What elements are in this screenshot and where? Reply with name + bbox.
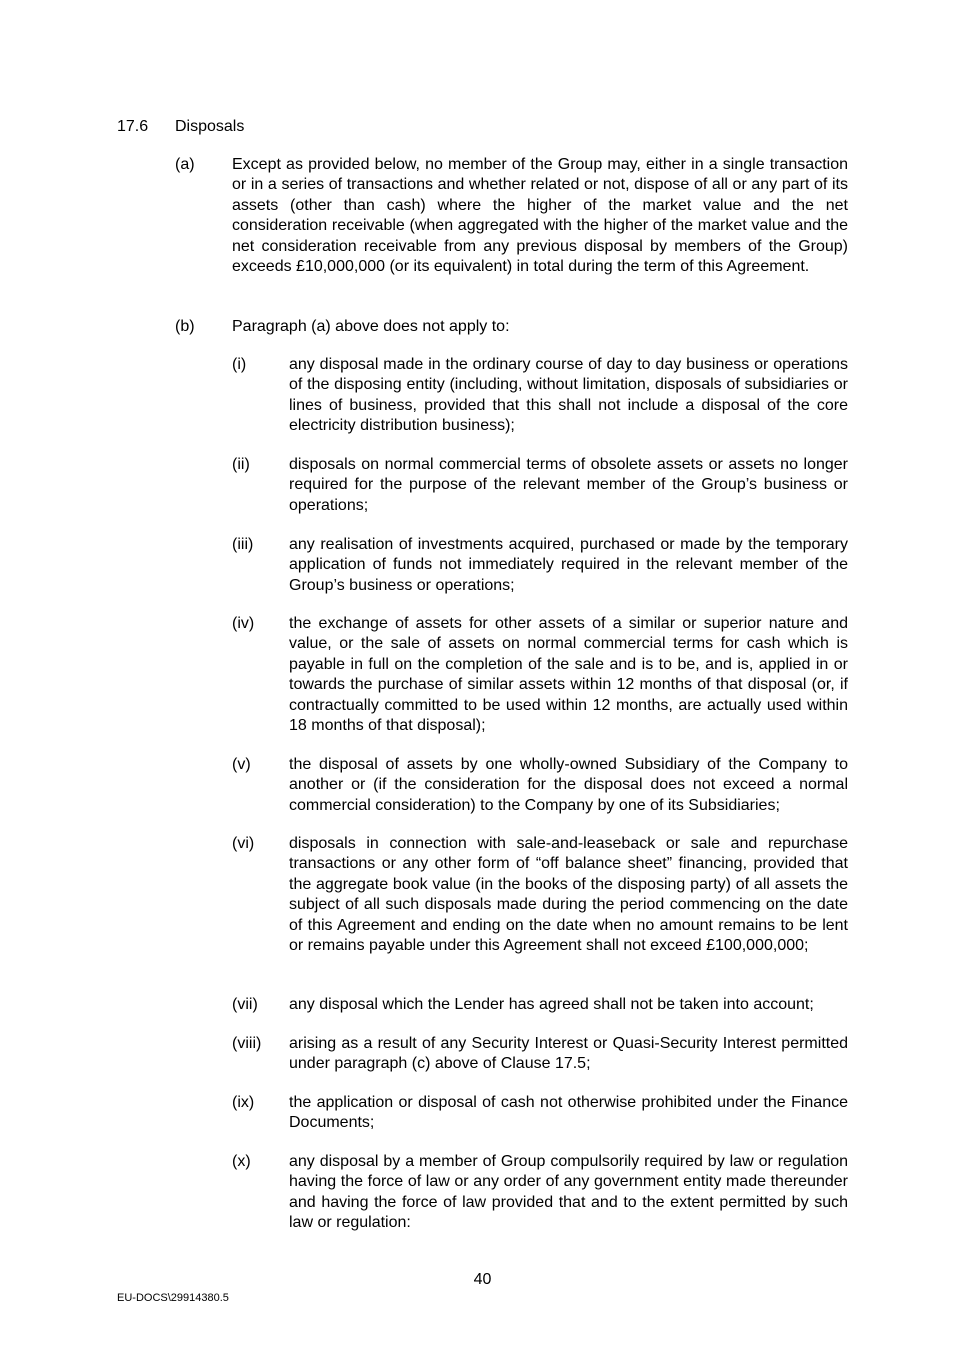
subparagraph-text-i: any disposal made in the ordinary course of day to day business or operations of the disposing entity (including, without limitation, disposals of subsidiaries or lines of business, provided that this shall not include a disposal of the core electricity distribution business); [289,356,848,435]
clause-title: Disposals [175,118,245,135]
subparagraph-label-x: (x) [232,1153,251,1170]
paragraph-label-b: (b) [175,318,195,335]
subparagraph-text-viii: arising as a result of any Security Interest or Quasi-Security Interest permitted under paragraph (c) above of Clause 17.5; [289,1035,848,1073]
subparagraph-label-vii: (vii) [232,996,258,1013]
subparagraph-label-ix: (ix) [232,1094,255,1111]
subparagraph-text-iii: any realisation of investments acquired, purchased or made by the temporary application of funds not immediately required in the relevant member of the Group’s business or operations; [289,536,848,594]
subparagraph-text-v: the disposal of assets by one wholly-owned Subsidiary of the Company to another or (if the consideration for the disposal does not exceed a normal commercial consideration) to the Company by one of its Subsidiaries; [289,756,848,814]
subparagraph-text-x: any disposal by a member of Group compulsorily required by law or regulation having the force of law or any order of any government entity made thereunder and having the force of law provided that and to the extent permitted by such law or regulation: [289,1153,848,1232]
paragraph-text-b: Paragraph (a) above does not apply to: [232,318,510,335]
subparagraph-text-vii: any disposal which the Lender has agreed shall not be taken into account; [289,996,814,1013]
paragraph-text-a: Except as provided below, no member of the Group may, either in a single transaction or in a series of transactions and whether related or not, dispose of all or any part of its assets (other than cash) where the higher of the market value and the net consideration receivable (when aggregated with the higher of the market value and the net consideration receivable from any previous disposal by members of the Group) exceeds £10,000,000 (or its equivalent) in total during the term of this Agreement. [232,156,848,276]
page-number: 40 [473,1271,492,1288]
clause-number: 17.6 [117,118,149,135]
subparagraph-text-ix: the application or disposal of cash not otherwise prohibited under the Finance Documents; [289,1094,848,1132]
subparagraph-text-iv: the exchange of assets for other assets of a similar or superior nature and value, or the sale of assets on normal commercial terms for cash which is payable in full on the completion of the sale and is to be, and is, applied in or towards the purchase of similar assets within 12 months of that disposal (or, if contractually committed to be used within 12 months, are actually used within 18 months of that disposal); [289,615,848,735]
subparagraph-label-ii: (ii) [232,456,250,473]
subparagraph-label-v: (v) [232,756,251,773]
subparagraph-label-i: (i) [232,356,247,373]
paragraph-label-a: (a) [175,156,195,173]
subparagraph-label-iii: (iii) [232,536,254,553]
subparagraph-label-vi: (vi) [232,835,255,852]
subparagraph-text-vi: disposals in connection with sale-and-leaseback or sale and repurchase transactions or any other form of “off balance sheet” financing, provided that the aggregate book value (in the books of the disposing party) of all assets the subject of all such disposals made during the period commencing on the date of this Agreement and ending on the date when no amount remains to be lent or remains payable under this Agreement shall not exceed £100,000,000; [289,835,848,955]
subparagraph-label-viii: (viii) [232,1035,262,1052]
subparagraph-text-ii: disposals on normal commercial terms of obsolete assets or assets no longer required for the purpose of the relevant member of the Group’s business or operations; [289,456,848,514]
document-reference: EU-DOCS\29914380.5 [117,1292,229,1304]
subparagraph-label-iv: (iv) [232,615,255,632]
